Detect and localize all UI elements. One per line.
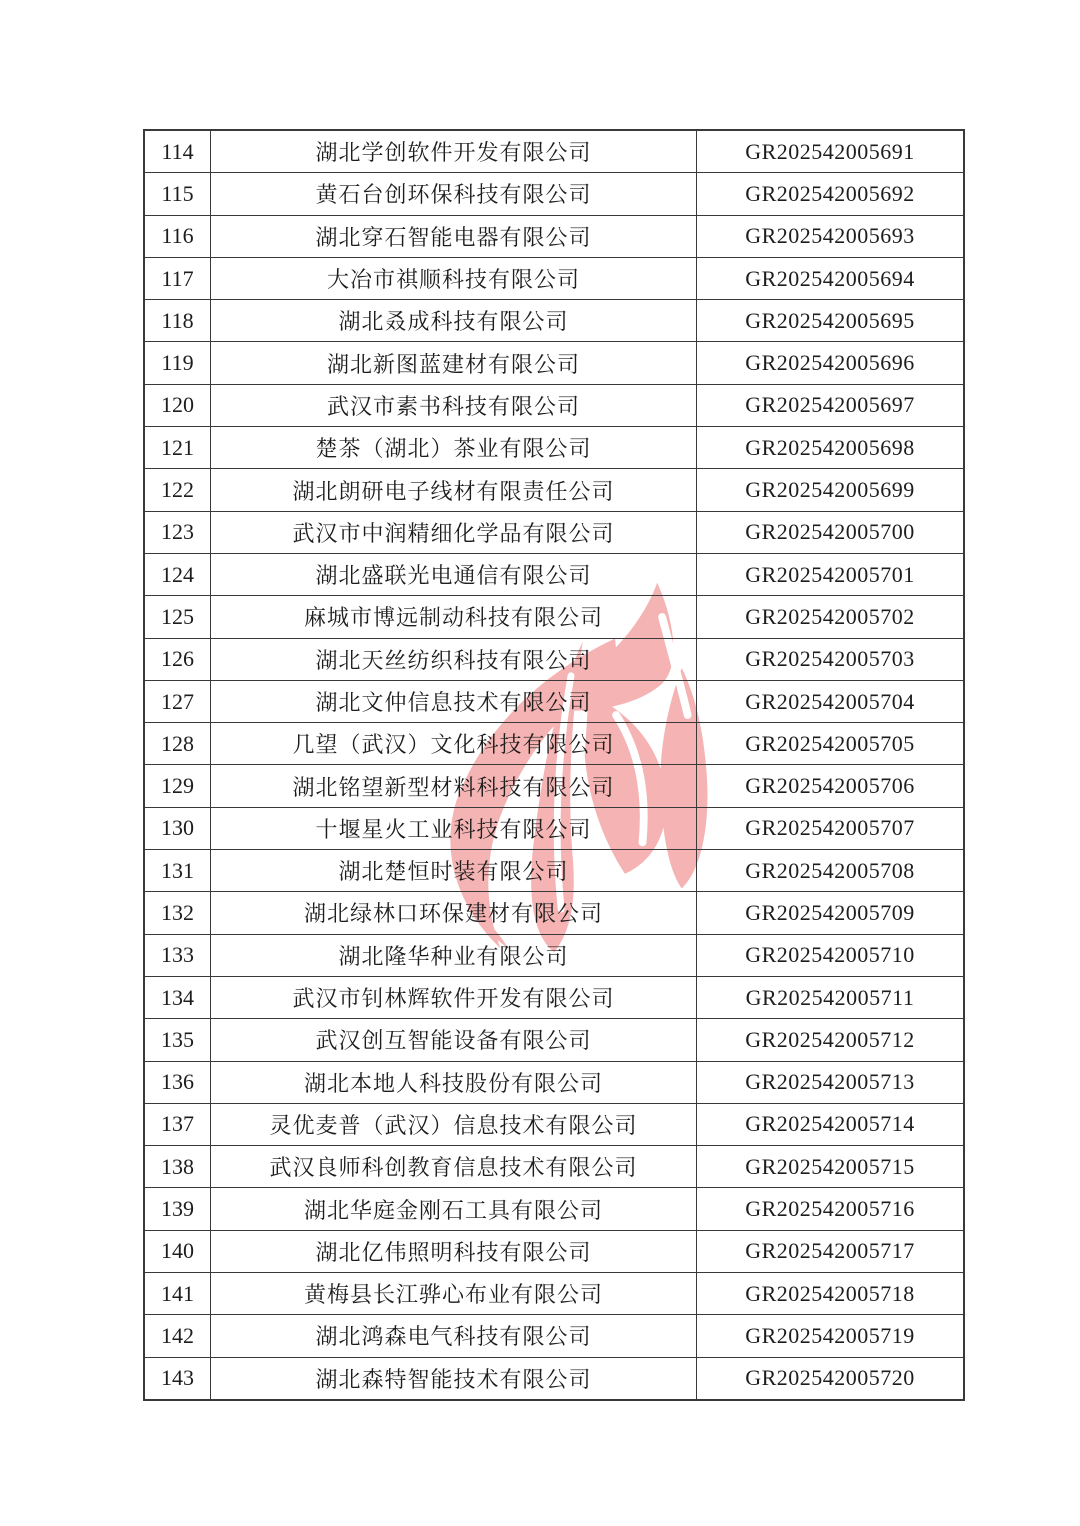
company-name: 武汉良师科创教育信息技术有限公司 [211,1146,697,1188]
table-row [144,850,964,892]
table-row [144,976,964,1018]
table-row [144,300,964,342]
table-row [144,553,964,595]
company-name: 麻城市博远制动科技有限公司 [211,596,697,638]
company-name: 武汉市素书科技有限公司 [211,384,697,426]
table-row [144,1019,964,1061]
certificate-number: GR202542005712 [697,1019,965,1061]
table-row [144,427,964,469]
company-name: 武汉创互智能设备有限公司 [211,1019,697,1061]
table-row [144,511,964,553]
table-body [144,130,964,1400]
certificate-number: GR202542005714 [697,1103,965,1145]
table-row [144,1188,964,1230]
table-row [144,1146,964,1188]
row-index: 142 [144,1315,211,1357]
row-index: 120 [144,384,211,426]
company-name: 湖北华庭金刚石工具有限公司 [211,1188,697,1230]
company-name: 湖北亿伟照明科技有限公司 [211,1230,697,1272]
table-row [144,342,964,384]
company-name: 黄梅县长江骅心布业有限公司 [211,1273,697,1315]
row-index: 115 [144,173,211,215]
certificate-number: GR202542005698 [697,427,965,469]
certificate-number: GR202542005708 [697,850,965,892]
company-name: 湖北穿石智能电器有限公司 [211,215,697,257]
row-index: 121 [144,427,211,469]
table-row [144,1230,964,1272]
row-index: 137 [144,1103,211,1145]
company-name: 湖北文仲信息技术有限公司 [211,680,697,722]
table-row [144,1315,964,1357]
certificate-number: GR202542005718 [697,1273,965,1315]
certificate-number: GR202542005715 [697,1146,965,1188]
row-index: 129 [144,765,211,807]
certificate-number: GR202542005707 [697,807,965,849]
certificate-number: GR202542005711 [697,976,965,1018]
certificate-number: GR202542005693 [697,215,965,257]
row-index: 127 [144,680,211,722]
table-row [144,215,964,257]
certificate-number: GR202542005716 [697,1188,965,1230]
table-row [144,1103,964,1145]
row-index: 141 [144,1273,211,1315]
row-index: 119 [144,342,211,384]
row-index: 116 [144,215,211,257]
certificate-number: GR202542005702 [697,596,965,638]
certificate-number: GR202542005710 [697,934,965,976]
company-name: 武汉市中润精细化学品有限公司 [211,511,697,553]
table-row [144,765,964,807]
certificate-number: GR202542005706 [697,765,965,807]
row-index: 132 [144,892,211,934]
row-index: 135 [144,1019,211,1061]
certificate-number: GR202542005701 [697,553,965,595]
certificate-number: GR202542005695 [697,300,965,342]
row-index: 134 [144,976,211,1018]
certificate-number: GR202542005703 [697,638,965,680]
certificate-number: GR202542005713 [697,1061,965,1103]
table-row [144,807,964,849]
table-row [144,680,964,722]
row-index: 126 [144,638,211,680]
table-row [144,130,964,173]
table-row [144,638,964,680]
certificate-number: GR202542005700 [697,511,965,553]
company-name: 湖北朗研电子线材有限责任公司 [211,469,697,511]
company-name: 湖北天丝纺织科技有限公司 [211,638,697,680]
company-name: 湖北楚恒时装有限公司 [211,850,697,892]
row-index: 131 [144,850,211,892]
row-index: 130 [144,807,211,849]
row-index: 124 [144,553,211,595]
table-row [144,1357,964,1400]
row-index: 143 [144,1357,211,1400]
row-index: 122 [144,469,211,511]
company-name: 武汉市钊林辉软件开发有限公司 [211,976,697,1018]
certificate-number: GR202542005719 [697,1315,965,1357]
company-name: 湖北本地人科技股份有限公司 [211,1061,697,1103]
table-row [144,934,964,976]
table-row [144,596,964,638]
table-row [144,469,964,511]
table-row [144,1061,964,1103]
table-row [144,257,964,299]
certificate-number: GR202542005696 [697,342,965,384]
certificate-number: GR202542005697 [697,384,965,426]
company-name: 湖北隆华种业有限公司 [211,934,697,976]
certificate-number: GR202542005717 [697,1230,965,1272]
row-index: 125 [144,596,211,638]
company-name: 黄石台创环保科技有限公司 [211,173,697,215]
company-name: 大冶市祺顺科技有限公司 [211,257,697,299]
certificate-number: GR202542005709 [697,892,965,934]
row-index: 128 [144,723,211,765]
table-row [144,384,964,426]
certificate-number: GR202542005720 [697,1357,965,1400]
company-name: 湖北绿林口环保建材有限公司 [211,892,697,934]
certificate-number: GR202542005692 [697,173,965,215]
certificate-number: GR202542005694 [697,257,965,299]
company-name: 几望（武汉）文化科技有限公司 [211,723,697,765]
certificate-number: GR202542005699 [697,469,965,511]
company-name: 湖北盛联光电通信有限公司 [211,553,697,595]
certificate-number: GR202542005705 [697,723,965,765]
company-name: 灵优麦普（武汉）信息技术有限公司 [211,1103,697,1145]
company-name: 湖北森特智能技术有限公司 [211,1357,697,1400]
certificate-number: GR202542005704 [697,680,965,722]
row-index: 133 [144,934,211,976]
row-index: 118 [144,300,211,342]
company-name: 湖北铭望新型材料科技有限公司 [211,765,697,807]
company-name: 湖北叒成科技有限公司 [211,300,697,342]
row-index: 114 [144,130,211,173]
row-index: 136 [144,1061,211,1103]
company-name: 湖北新图蓝建材有限公司 [211,342,697,384]
company-name: 楚茶（湖北）茶业有限公司 [211,427,697,469]
table-row [144,173,964,215]
table-row [144,1273,964,1315]
company-name: 十堰星火工业科技有限公司 [211,807,697,849]
row-index: 138 [144,1146,211,1188]
company-certificate-table [143,129,965,1401]
row-index: 139 [144,1188,211,1230]
row-index: 123 [144,511,211,553]
company-name: 湖北学创软件开发有限公司 [211,130,697,173]
certificate-number: GR202542005691 [697,130,965,173]
row-index: 140 [144,1230,211,1272]
table-row [144,892,964,934]
table-row [144,723,964,765]
company-name: 湖北鸿森电气科技有限公司 [211,1315,697,1357]
row-index: 117 [144,257,211,299]
